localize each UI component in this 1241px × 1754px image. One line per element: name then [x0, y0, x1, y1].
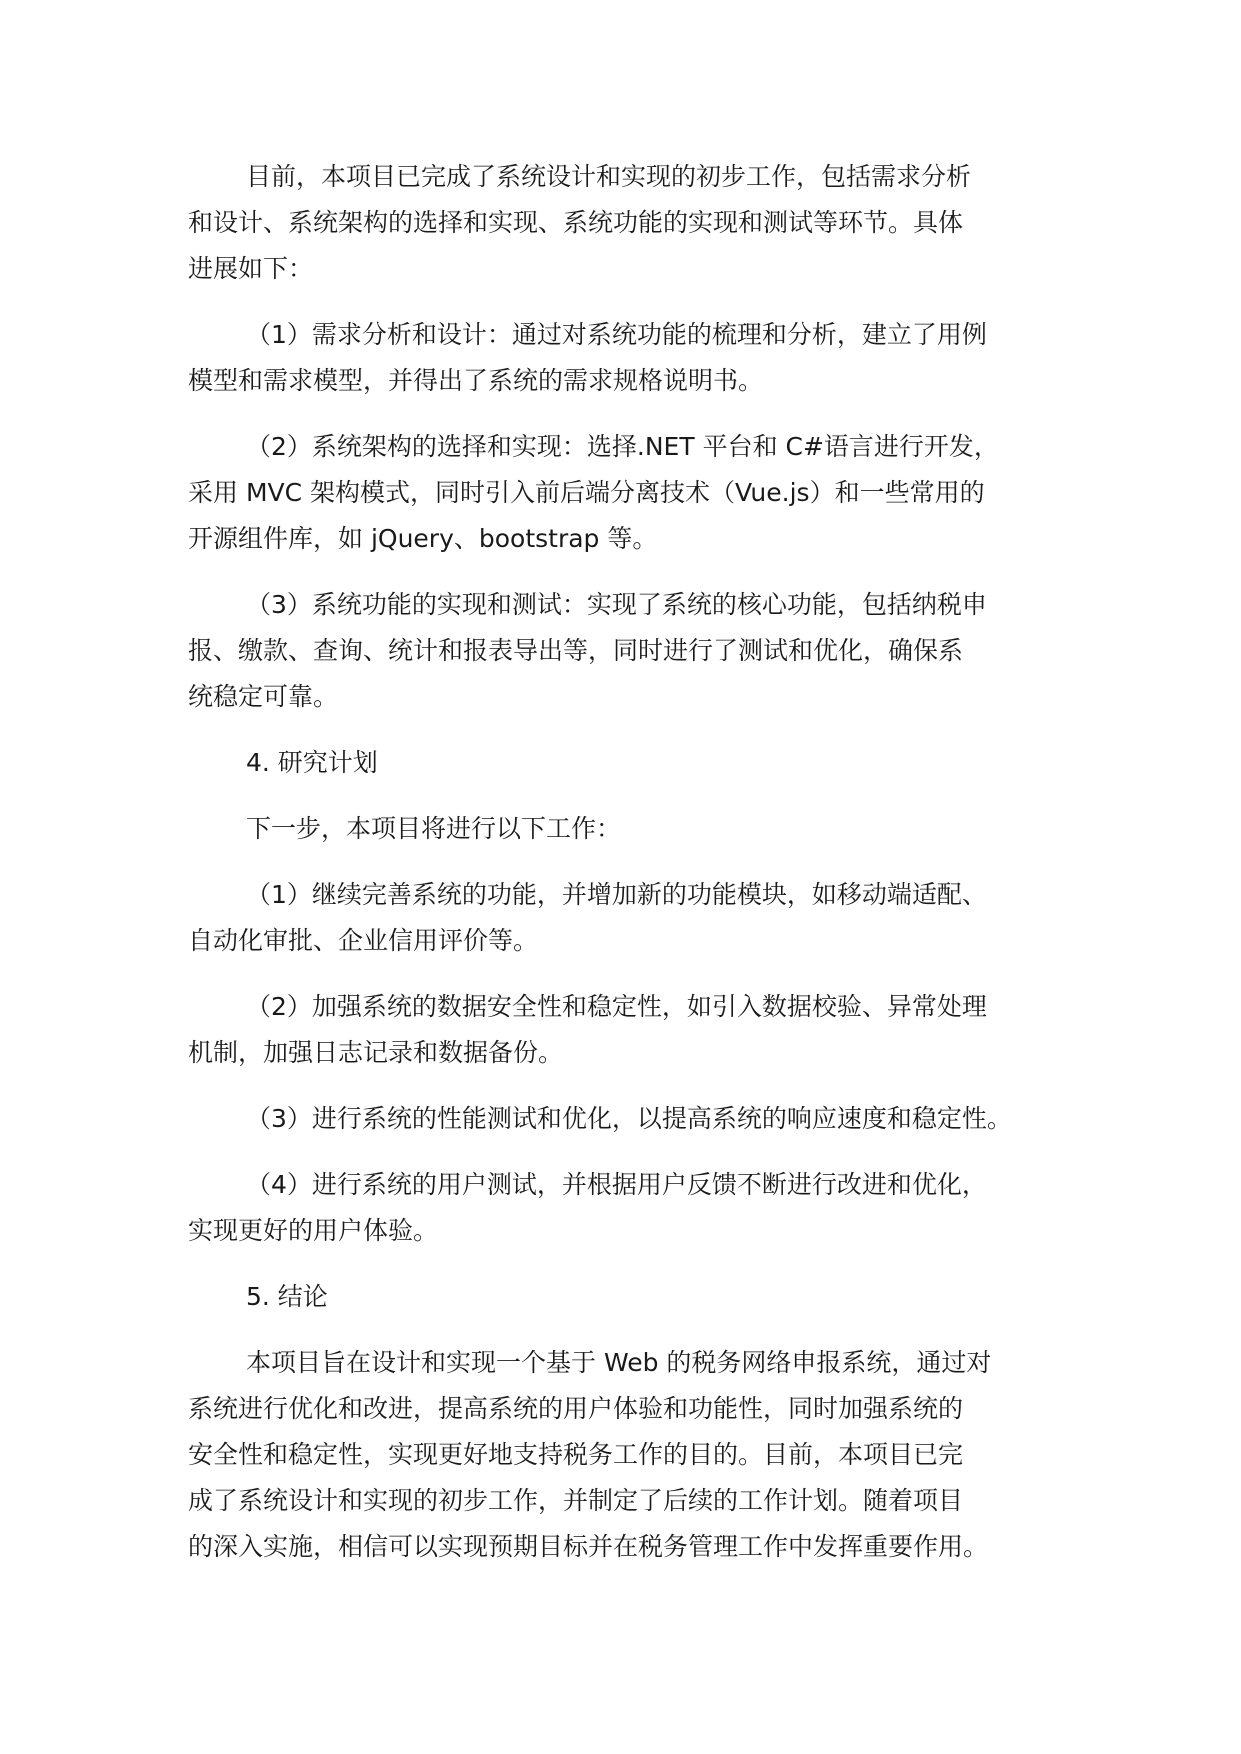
- text-line: 实现更好的用户体验。: [188, 1216, 439, 1245]
- section-heading-conclusion: [188, 1274, 1068, 1320]
- text-line: 目前，本项目已完成了系统设计和实现的初步工作，包括需求分析: [246, 162, 972, 191]
- text-line: 模型和需求模型，并得出了系统的需求规格说明书。: [188, 366, 764, 395]
- text-line: （4）进行系统的用户测试，并根据用户反馈不断进行改进和优化，: [246, 1170, 987, 1199]
- heading-text: 5. 结论: [246, 1282, 328, 1311]
- paragraph-progress-item-3: [188, 582, 1068, 720]
- text-line: （2）加强系统的数据安全性和稳定性，如引入数据校验、异常处理: [246, 992, 987, 1021]
- paragraph-conclusion: [188, 1340, 1068, 1570]
- paragraph-plan-item-2: [188, 984, 1068, 1076]
- paragraph-plan-item-3: [188, 1096, 1068, 1142]
- text-line: （3）进行系统的性能测试和优化，以提高系统的响应速度和稳定性。: [246, 1104, 1012, 1133]
- document-body: [188, 154, 1068, 1590]
- paragraph-progress-item-1: [188, 312, 1068, 404]
- section-heading-research-plan: [188, 740, 1068, 786]
- text-line: 进展如下：: [188, 254, 314, 283]
- text-line: 本项目旨在设计和实现一个基于 Web 的税务网络申报系统，通过对: [246, 1348, 992, 1377]
- paragraph-plan-intro: [188, 806, 1068, 852]
- paragraph-progress-intro: [188, 154, 1068, 292]
- text-line: （2）系统架构的选择和实现：选择.NET 平台和 C#语言进行开发，: [246, 432, 999, 461]
- paragraph-progress-item-2: [188, 424, 1068, 562]
- text-line: 机制，加强日志记录和数据备份。: [188, 1038, 564, 1067]
- text-line: 开源组件库，如 jQuery、bootstrap 等。: [188, 524, 658, 553]
- text-line: 系统进行优化和改进，提高系统的用户体验和功能性，同时加强系统的: [188, 1394, 964, 1423]
- text-line: 下一步，本项目将进行以下工作：: [246, 814, 622, 843]
- text-line: 的深入实施，相信可以实现预期目标并在税务管理工作中发挥重要作用。: [188, 1532, 989, 1561]
- heading-text: 4. 研究计划: [246, 748, 378, 777]
- text-line: 成了系统设计和实现的初步工作，并制定了后续的工作计划。随着项目: [188, 1486, 964, 1515]
- text-line: （1）继续完善系统的功能，并增加新的功能模块，如移动端适配、: [246, 880, 987, 909]
- paragraph-plan-item-1: [188, 872, 1068, 964]
- text-line: 自动化审批、企业信用评价等。: [188, 926, 539, 955]
- paragraph-plan-item-4: [188, 1162, 1068, 1254]
- text-line: 安全性和稳定性，实现更好地支持税务工作的目的。目前，本项目已完: [188, 1440, 964, 1469]
- text-line: 报、缴款、查询、统计和报表导出等，同时进行了测试和优化，确保系: [188, 636, 964, 665]
- text-line: （1）需求分析和设计：通过对系统功能的梳理和分析，建立了用例: [246, 320, 987, 349]
- text-line: 统稳定可靠。: [188, 682, 339, 711]
- text-line: （3）系统功能的实现和测试：实现了系统的核心功能，包括纳税申: [246, 590, 987, 619]
- text-line: 采用 MVC 架构模式，同时引入前后端分离技术（Vue.js）和一些常用的: [188, 478, 985, 507]
- text-line: 和设计、系统架构的选择和实现、系统功能的实现和测试等环节。具体: [188, 208, 964, 237]
